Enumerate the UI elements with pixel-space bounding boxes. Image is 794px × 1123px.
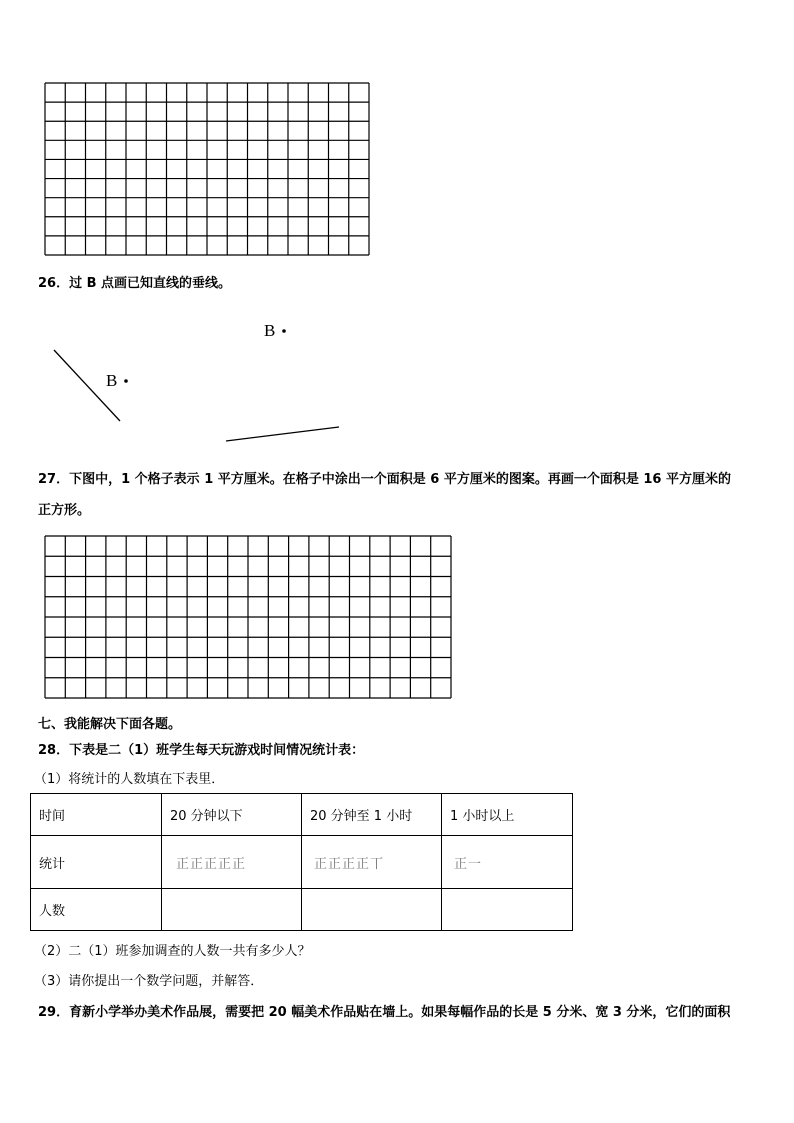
count-input-cell[interactable] xyxy=(442,889,573,931)
table-row xyxy=(31,794,573,836)
question-27-line1: 27．下图中，1 个格子表示 1 平方厘米。在格子中涂出一个面积是 6 平方厘米的图案。再画一个面积是 16 平方厘米的 xyxy=(38,472,731,487)
statistics-table xyxy=(30,793,573,931)
header-cell: 1 小时以上 xyxy=(442,794,573,836)
section-7-title: 七、我能解决下面各题。 xyxy=(38,717,182,732)
point-b-upper xyxy=(282,329,286,333)
tally-cell: 正正正正正 xyxy=(162,836,302,889)
tally-cell: 正正正正丅 xyxy=(302,836,442,889)
count-input-cell[interactable] xyxy=(162,889,302,931)
question-27-line2: 正方形。 xyxy=(38,503,91,518)
row-label: 人数 xyxy=(31,889,162,931)
point-b-upper-label: B xyxy=(264,321,276,340)
question-28-sub3: （3）请你提出一个数学问题，并解答． xyxy=(34,974,264,989)
point-b-lower xyxy=(124,379,128,383)
question-28-sub1: （1）将统计的人数填在下表里． xyxy=(34,772,225,787)
table-row xyxy=(31,889,573,931)
count-input-cell[interactable] xyxy=(302,889,442,931)
point-b-lower-label: B xyxy=(106,371,118,390)
table-row xyxy=(31,836,573,889)
question-26: 26．过 B 点画已知直线的垂线。 xyxy=(38,276,232,291)
question-28: 28．下表是二（1）班学生每天玩游戏时间情况统计表： xyxy=(38,743,365,758)
header-cell: 20 分钟以下 xyxy=(162,794,302,836)
header-cell: 时间 xyxy=(31,794,162,836)
grid-top xyxy=(44,82,371,257)
given-line-bottom xyxy=(226,427,339,441)
question-29: 29．育新小学举办美术作品展，需要把 20 幅美术作品贴在墙上。如果每幅作品的长是 5 分米、宽 3 分米，它们的面积 xyxy=(38,1005,731,1020)
tally-cell: 正一 xyxy=(442,836,573,889)
grid-middle xyxy=(44,535,453,700)
question-28-sub2: （2）二（1）班参加调查的人数一共有多少人？ xyxy=(34,944,311,959)
q26-figure xyxy=(0,300,794,450)
header-cell: 20 分钟至 1 小时 xyxy=(302,794,442,836)
row-label: 统计 xyxy=(31,836,162,889)
